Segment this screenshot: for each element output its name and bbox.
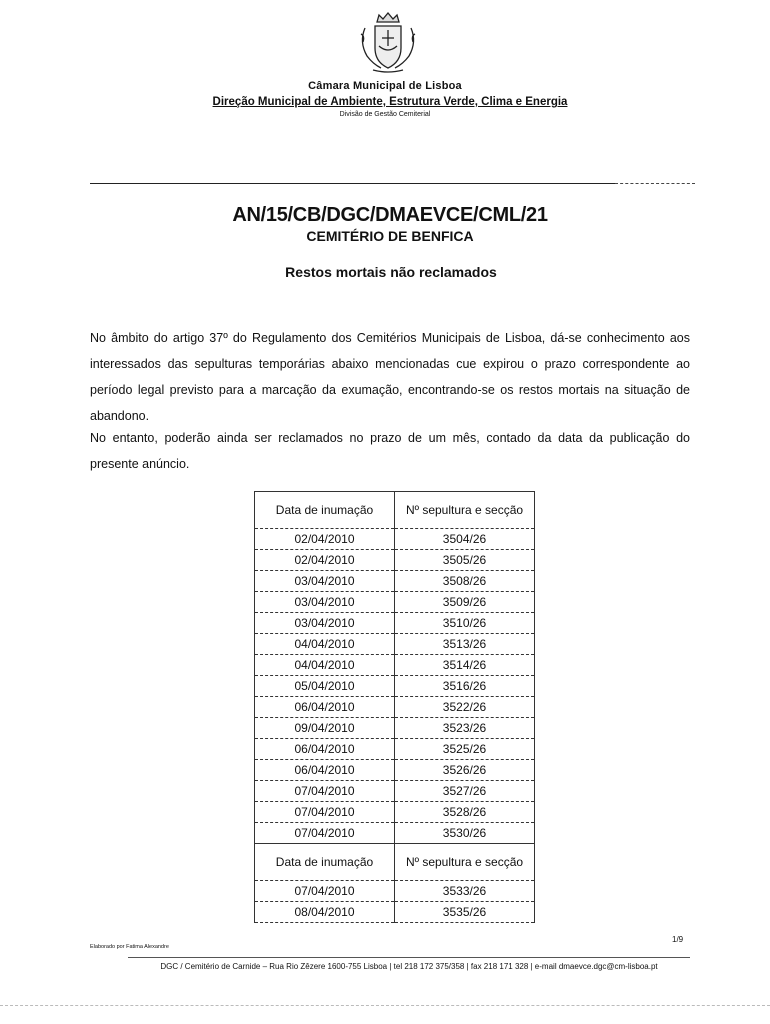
grave-number-cell: 3530/26 bbox=[395, 823, 535, 844]
prepared-by: Elaborado por Fatima Alexandre bbox=[90, 944, 169, 950]
table-row bbox=[255, 655, 535, 676]
page-bottom-divider bbox=[0, 1005, 770, 1006]
table-row bbox=[255, 592, 535, 613]
column-header-date: Data de inumação bbox=[255, 492, 395, 529]
lisbon-coat-of-arms-icon bbox=[355, 12, 421, 74]
burial-date-cell: 02/04/2010 bbox=[255, 550, 395, 571]
grave-number-cell: 3523/26 bbox=[395, 718, 535, 739]
table-row bbox=[255, 676, 535, 697]
cemetery-name: CEMITÉRIO DE BENFICA bbox=[306, 228, 474, 244]
burial-date-cell: 04/04/2010 bbox=[255, 634, 395, 655]
table-row bbox=[255, 760, 535, 781]
grave-number-cell: 3505/26 bbox=[395, 550, 535, 571]
burial-date-cell: 07/04/2010 bbox=[255, 781, 395, 802]
grave-number-cell: 3527/26 bbox=[395, 781, 535, 802]
table-row bbox=[255, 823, 535, 844]
burial-date-cell: 07/04/2010 bbox=[255, 881, 395, 902]
column-header-grave: Nº sepultura e secção bbox=[395, 844, 535, 881]
table-row bbox=[255, 718, 535, 739]
grave-number-cell: 3509/26 bbox=[395, 592, 535, 613]
burial-date-cell: 06/04/2010 bbox=[255, 697, 395, 718]
grave-number-cell: 3526/26 bbox=[395, 760, 535, 781]
header-divider bbox=[90, 183, 615, 184]
grave-number-cell: 3525/26 bbox=[395, 739, 535, 760]
burial-date-cell: 08/04/2010 bbox=[255, 902, 395, 923]
column-header-grave: Nº sepultura e secção bbox=[395, 492, 535, 529]
grave-number-cell: 3533/26 bbox=[395, 881, 535, 902]
directorate-name: Direção Municipal de Ambiente, Estrutura Verde, Clima e Energia bbox=[212, 96, 568, 108]
notice-subject: Restos mortais não reclamados bbox=[285, 264, 497, 280]
burial-date-cell: 06/04/2010 bbox=[255, 760, 395, 781]
burial-date-cell: 03/04/2010 bbox=[255, 571, 395, 592]
grave-number-cell: 3510/26 bbox=[395, 613, 535, 634]
table-row bbox=[255, 697, 535, 718]
division-name: Divisão de Gestão Cemiterial bbox=[339, 111, 431, 118]
burial-date-cell: 09/04/2010 bbox=[255, 718, 395, 739]
table-header-row bbox=[255, 492, 535, 529]
graves-table bbox=[254, 491, 535, 923]
burial-date-cell: 05/04/2010 bbox=[255, 676, 395, 697]
grave-number-cell: 3535/26 bbox=[395, 902, 535, 923]
grave-number-cell: 3516/26 bbox=[395, 676, 535, 697]
grave-number-cell: 3513/26 bbox=[395, 634, 535, 655]
burial-date-cell: 07/04/2010 bbox=[255, 802, 395, 823]
footer-contact: DGC / Cemitério de Carnide – Rua Rio Zêzere 1600-755 Lisboa | tel 218 172 375/358 | fax 218 171 328 | e-mail dmaevce.dgc@cm-lisboa.pt bbox=[160, 962, 658, 971]
table-row bbox=[255, 529, 535, 550]
burial-date-cell: 04/04/2010 bbox=[255, 655, 395, 676]
burial-date-cell: 03/04/2010 bbox=[255, 613, 395, 634]
table-row bbox=[255, 881, 535, 902]
notice-paragraph-2: No entanto, poderão ainda ser reclamados no prazo de um mês, contado da data da publicação do presente anúncio. bbox=[90, 431, 690, 471]
table-row bbox=[255, 571, 535, 592]
table-row bbox=[255, 781, 535, 802]
burial-date-cell: 06/04/2010 bbox=[255, 739, 395, 760]
table-row bbox=[255, 550, 535, 571]
column-header-date: Data de inumação bbox=[255, 844, 395, 881]
header-divider-dashed bbox=[615, 183, 695, 184]
footer-divider bbox=[128, 957, 690, 958]
grave-number-cell: 3528/26 bbox=[395, 802, 535, 823]
burial-date-cell: 03/04/2010 bbox=[255, 592, 395, 613]
table-row bbox=[255, 739, 535, 760]
table-row bbox=[255, 613, 535, 634]
organization-name: Câmara Municipal de Lisboa bbox=[308, 80, 462, 92]
table-row bbox=[255, 902, 535, 923]
burial-date-cell: 07/04/2010 bbox=[255, 823, 395, 844]
burial-date-cell: 02/04/2010 bbox=[255, 529, 395, 550]
table-row bbox=[255, 634, 535, 655]
notice-paragraph-1: No âmbito do artigo 37º do Regulamento dos Cemitérios Municipais de Lisboa, dá-se conhecimento aos interessados das sepulturas temporárias abaixo mencionadas cue expirou o prazo correspondente ao período legal previsto para a marcação da exumação, encontrando-se os restos mortais na situação de abandono. bbox=[90, 331, 690, 423]
grave-number-cell: 3508/26 bbox=[395, 571, 535, 592]
grave-number-cell: 3522/26 bbox=[395, 697, 535, 718]
table-row bbox=[255, 802, 535, 823]
page-number: 1/9 bbox=[672, 935, 684, 944]
table-header-row-repeat bbox=[255, 844, 535, 881]
grave-number-cell: 3514/26 bbox=[395, 655, 535, 676]
notice-reference: AN/15/CB/DGC/DMAEVCE/CML/21 bbox=[232, 204, 548, 226]
grave-number-cell: 3504/26 bbox=[395, 529, 535, 550]
